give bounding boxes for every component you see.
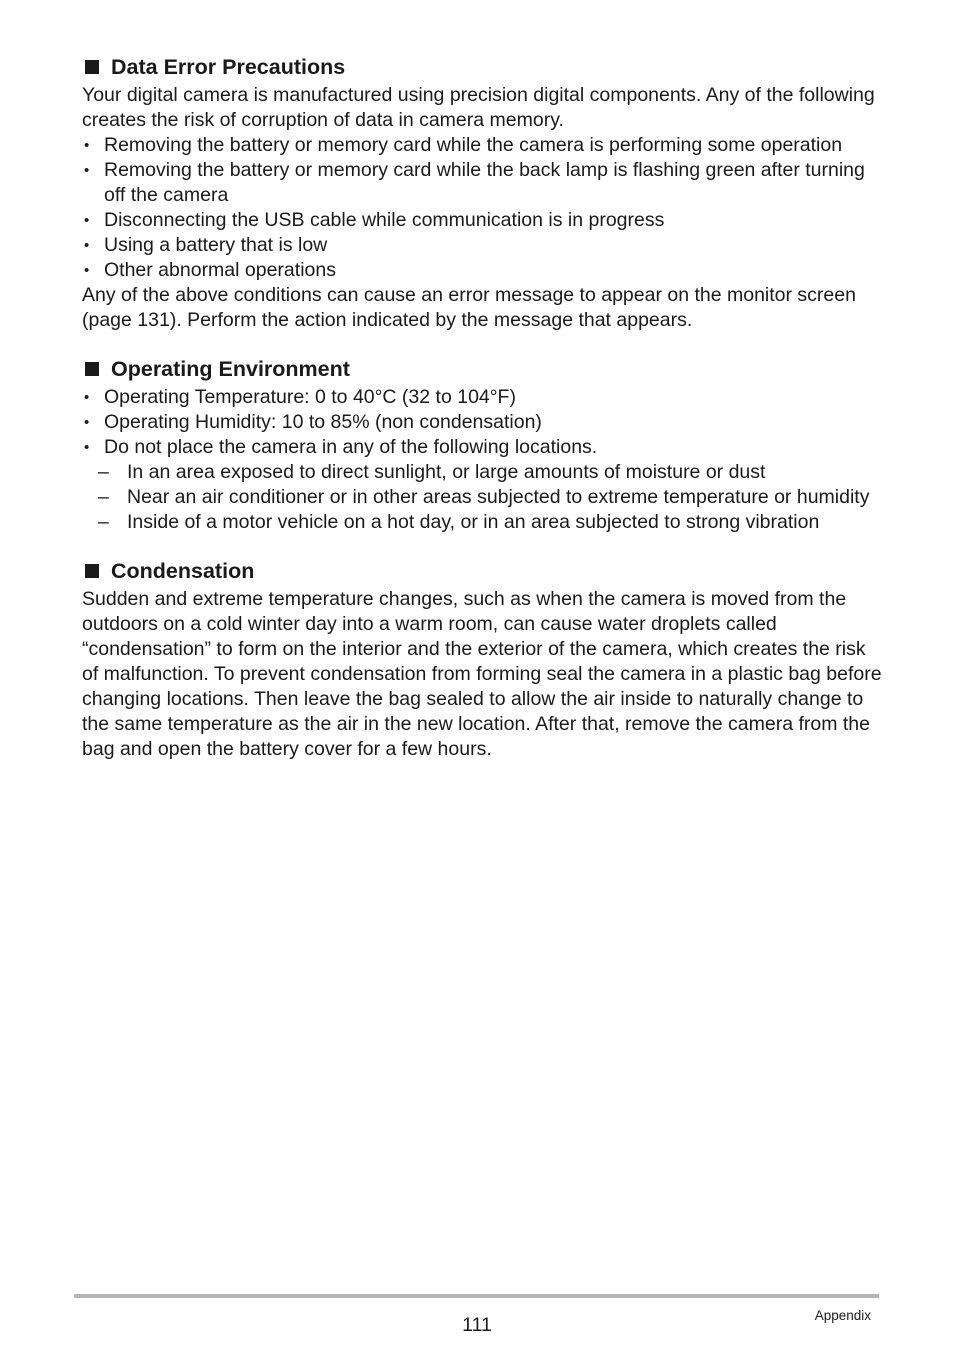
- square-bullet-icon: [85, 362, 99, 376]
- body-paragraph: Sudden and extreme temperature changes, such as when the camera is moved from the outdoors on a cold winter day into a warm room, can cause water droplets called “condensation” to form on the interior and the exterior of the camera, which creates the risk of malfunction. To prevent condensation from forming seal the camera in a plastic bag before changing locations. Then leave the bag sealed to allow the air inside to naturally change to the same temperature as the air in the new location. After that, remove the camera from the bag and open the battery cover for a few hours.: [82, 588, 882, 760]
- bullet-list: [82, 133, 882, 283]
- sub-list-item: – In an area exposed to direct sunlight, or large amounts of moisture or dust: [82, 460, 882, 485]
- sub-list-item: – Near an air conditioner or in other areas subjected to extreme temperature or humidity: [82, 485, 882, 510]
- sub-item-list: [82, 460, 882, 535]
- page-content: [82, 53, 882, 762]
- list-item: • Operating Temperature: 0 to 40°C (32 to 104°F): [82, 385, 882, 410]
- section-operating-environment: [82, 355, 882, 535]
- section-data-error-precautions: [82, 53, 882, 333]
- list-item: • Do not place the camera in any of the following locations.: [82, 435, 882, 460]
- square-bullet-icon: [85, 60, 99, 74]
- page-number: 111: [462, 1314, 492, 1336]
- list-item: • Operating Humidity: 10 to 85% (non condensation): [82, 410, 882, 435]
- footer-divider: [74, 1294, 879, 1298]
- section-heading: [82, 53, 882, 81]
- outro-paragraph: Any of the above conditions can cause an error message to appear on the monitor screen (page 131). Perform the action indicated by the message that appears.: [82, 284, 856, 331]
- list-item: • Using a battery that is low: [82, 233, 882, 258]
- heading-text: Operating Environment: [111, 357, 350, 381]
- list-item: • Removing the battery or memory card while the camera is performing some operation: [82, 133, 882, 158]
- intro-paragraph: Your digital camera is manufactured using precision digital components. Any of the following creates the risk of corruption of data in camera memory.: [82, 84, 875, 131]
- list-item: • Removing the battery or memory card while the back lamp is flashing green after turning off the camera: [82, 158, 882, 208]
- footer-section-label: Appendix: [814, 1308, 871, 1323]
- list-item: • Other abnormal operations: [82, 258, 882, 283]
- section-heading: [82, 557, 882, 585]
- section-heading: [82, 355, 882, 383]
- bullet-list: [82, 385, 882, 460]
- sub-list-item: – Inside of a motor vehicle on a hot day, or in an area subjected to strong vibration: [82, 510, 882, 535]
- list-item: • Disconnecting the USB cable while communication is in progress: [82, 208, 882, 233]
- heading-text: Condensation: [111, 559, 255, 583]
- square-bullet-icon: [85, 564, 99, 578]
- heading-text: Data Error Precautions: [111, 55, 346, 79]
- section-condensation: [82, 557, 882, 762]
